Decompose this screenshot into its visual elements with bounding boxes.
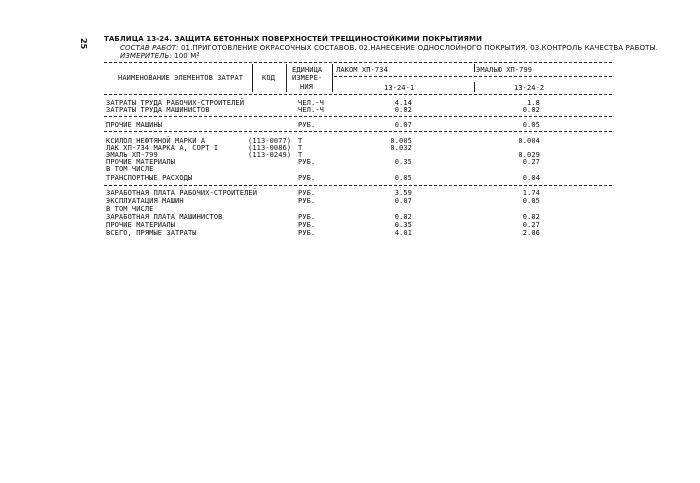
table-row-unit: РУБ. <box>298 221 316 229</box>
table-row-v1: 0.07 <box>394 197 412 205</box>
table-row-v2: 0.029 <box>518 151 540 159</box>
table-row-v1: 0.02 <box>394 106 412 114</box>
table-row-name: ТРАНСПОРТНЫЕ РАСХОДЫ <box>106 174 193 182</box>
table-row-v1: 0.05 <box>394 174 412 182</box>
table-row-unit: РУБ. <box>298 158 316 166</box>
table-row-unit: РУБ. <box>298 174 316 182</box>
table-row-v1: 4.01 <box>394 229 412 237</box>
section-rule <box>104 116 612 117</box>
col-header-group-1: ЛАКОМ ХП-734 <box>336 66 388 74</box>
table-row-name: В ТОМ ЧИСЛЕ <box>106 165 154 173</box>
table-row-v2: 0.05 <box>522 121 540 129</box>
table-row-name: ЗАТРАТЫ ТРУДА МАШИНИСТОВ <box>106 106 210 114</box>
table-row-v2: 0.004 <box>518 137 540 145</box>
measure-line <box>120 52 200 60</box>
header-bottom-rule <box>104 94 612 95</box>
table-row-name: ПРОЧИЕ МАТЕРИАЛЫ <box>106 158 176 166</box>
col-sep-2 <box>286 64 287 92</box>
composition-text: 01.ПРИГОТОВЛЕНИЕ ОКРАСОЧНЫХ СОСТАВОВ. 02.НАНЕСЕНИЕ ОДНОСЛОЙНОГО ПОКРЫТИЯ. 03.КОНТРОЛЬ КАЧЕСТВА РАБОТЫ. <box>180 44 659 52</box>
table-row-unit: ЧЕЛ.-Ч <box>298 106 324 114</box>
table-row-v2: 0.27 <box>522 221 540 229</box>
table-row-v2: 0.05 <box>522 197 540 205</box>
table-row-v1: 0.07 <box>394 121 412 129</box>
table-row-name: ЗАРАБОТНАЯ ПЛАТА МАШИНИСТОВ <box>106 213 223 221</box>
table-row-v1: 0.35 <box>394 221 412 229</box>
col-header-unit-3: НИЯ <box>300 83 313 91</box>
col-sep-1 <box>252 64 253 92</box>
table-row-code: (113-0077) <box>248 137 292 145</box>
col-header-name: НАИМЕНОВАНИЕ ЭЛЕМЕНТОВ ЗАТРАТ <box>118 74 244 82</box>
table-row-name: КСИЛОЛ НЕФТЯНОЙ МАРКИ А <box>106 137 206 145</box>
col-sep-3 <box>332 64 333 92</box>
table-row-unit: Т <box>298 137 303 145</box>
table-row-v1: 3.59 <box>394 189 412 197</box>
col-header-unit-2: ИЗМЕРЕ- <box>292 74 323 82</box>
table-row-v1: 0.02 <box>394 213 412 221</box>
table-row-v2: 0.02 <box>522 213 540 221</box>
group-sub-rule <box>334 76 612 77</box>
table-row-name: ЭМАЛЬ ХП-799 <box>106 151 158 159</box>
table-row-name: ЭКСПЛУАТАЦИЯ МАШИН <box>106 197 184 205</box>
table-row-unit: РУБ. <box>298 229 316 237</box>
table-row-unit: РУБ. <box>298 189 316 197</box>
composition-line <box>120 44 658 52</box>
table-row-code: (113-0249) <box>248 151 292 159</box>
measure-value: 100 М <box>174 52 197 60</box>
section-rule <box>104 185 612 186</box>
table-row-unit: Т <box>298 144 303 152</box>
measure-label: ИЗМЕРИТЕЛЬ: <box>120 52 172 60</box>
table-row-v1: 0.35 <box>394 158 412 166</box>
table-row-v1: 4.14 <box>394 99 412 107</box>
table-row-unit: ЧЕЛ.-Ч <box>298 99 324 107</box>
table-row-v2: 0.02 <box>522 106 540 114</box>
col-sep-group <box>474 64 475 72</box>
composition-label: СОСТАВ РАБОТ: <box>120 44 179 52</box>
table-row-name: ВСЕГО, ПРЯМЫЕ ЗАТРАТЫ <box>106 229 197 237</box>
table-row-v2: 1.74 <box>522 189 540 197</box>
section-rule <box>104 131 612 132</box>
table-row-v1: 0.032 <box>390 144 412 152</box>
table-row-code: (113-0086) <box>248 144 292 152</box>
col-header-13-24-1: 13-24-1 <box>384 84 415 92</box>
table-row-unit: РУБ. <box>298 213 316 221</box>
col-header-13-24-2: 13-24-2 <box>514 84 545 92</box>
table-row-name: ПРОЧИЕ МАТЕРИАЛЫ <box>106 221 176 229</box>
table-row-unit: РУБ. <box>298 121 316 129</box>
table-row-name: ЗАТРАТЫ ТРУДА РАБОЧИХ-СТРОИТЕЛЕЙ <box>106 99 245 107</box>
table-row-name: ПРОЧИЕ МАШИНЫ <box>106 121 163 129</box>
measure-sup: 2 <box>196 52 200 58</box>
col-sep-4 <box>474 82 475 92</box>
table-row-name: ЗАРАБОТНАЯ ПЛАТА РАБОЧИХ-СТРОИТЕЛЕЙ <box>106 189 258 197</box>
table-row-v1: 0.005 <box>390 137 412 145</box>
col-header-group-2: ЭМАЛЬЮ ХП-799 <box>476 66 533 74</box>
table-row-name: ЛАК ХП-734 МАРКА А, СОРТ I <box>106 144 219 152</box>
table-row-v2: 0.27 <box>522 158 540 166</box>
table-row-v2: 2.06 <box>522 229 540 237</box>
col-header-unit-1: ЕДИНИЦА <box>292 66 323 74</box>
table-title: ТАБЛИЦА 13-24. ЗАЩИТА БЕТОННЫХ ПОВЕРХНОСТЕЙ ТРЕЩИНОСТОЙКИМИ ПОКРЫТИЯМИ <box>104 35 483 43</box>
table-row-unit: Т <box>298 151 303 159</box>
header-top-rule <box>104 62 612 63</box>
table-row-v2: 0.04 <box>522 174 540 182</box>
col-header-code: КОД <box>262 74 275 82</box>
table-row-unit: РУБ. <box>298 197 316 205</box>
page-number: 25 <box>79 38 88 50</box>
table-row-name: В ТОМ ЧИСЛЕ <box>106 205 154 213</box>
table-row-v2: 1.8 <box>527 99 540 107</box>
